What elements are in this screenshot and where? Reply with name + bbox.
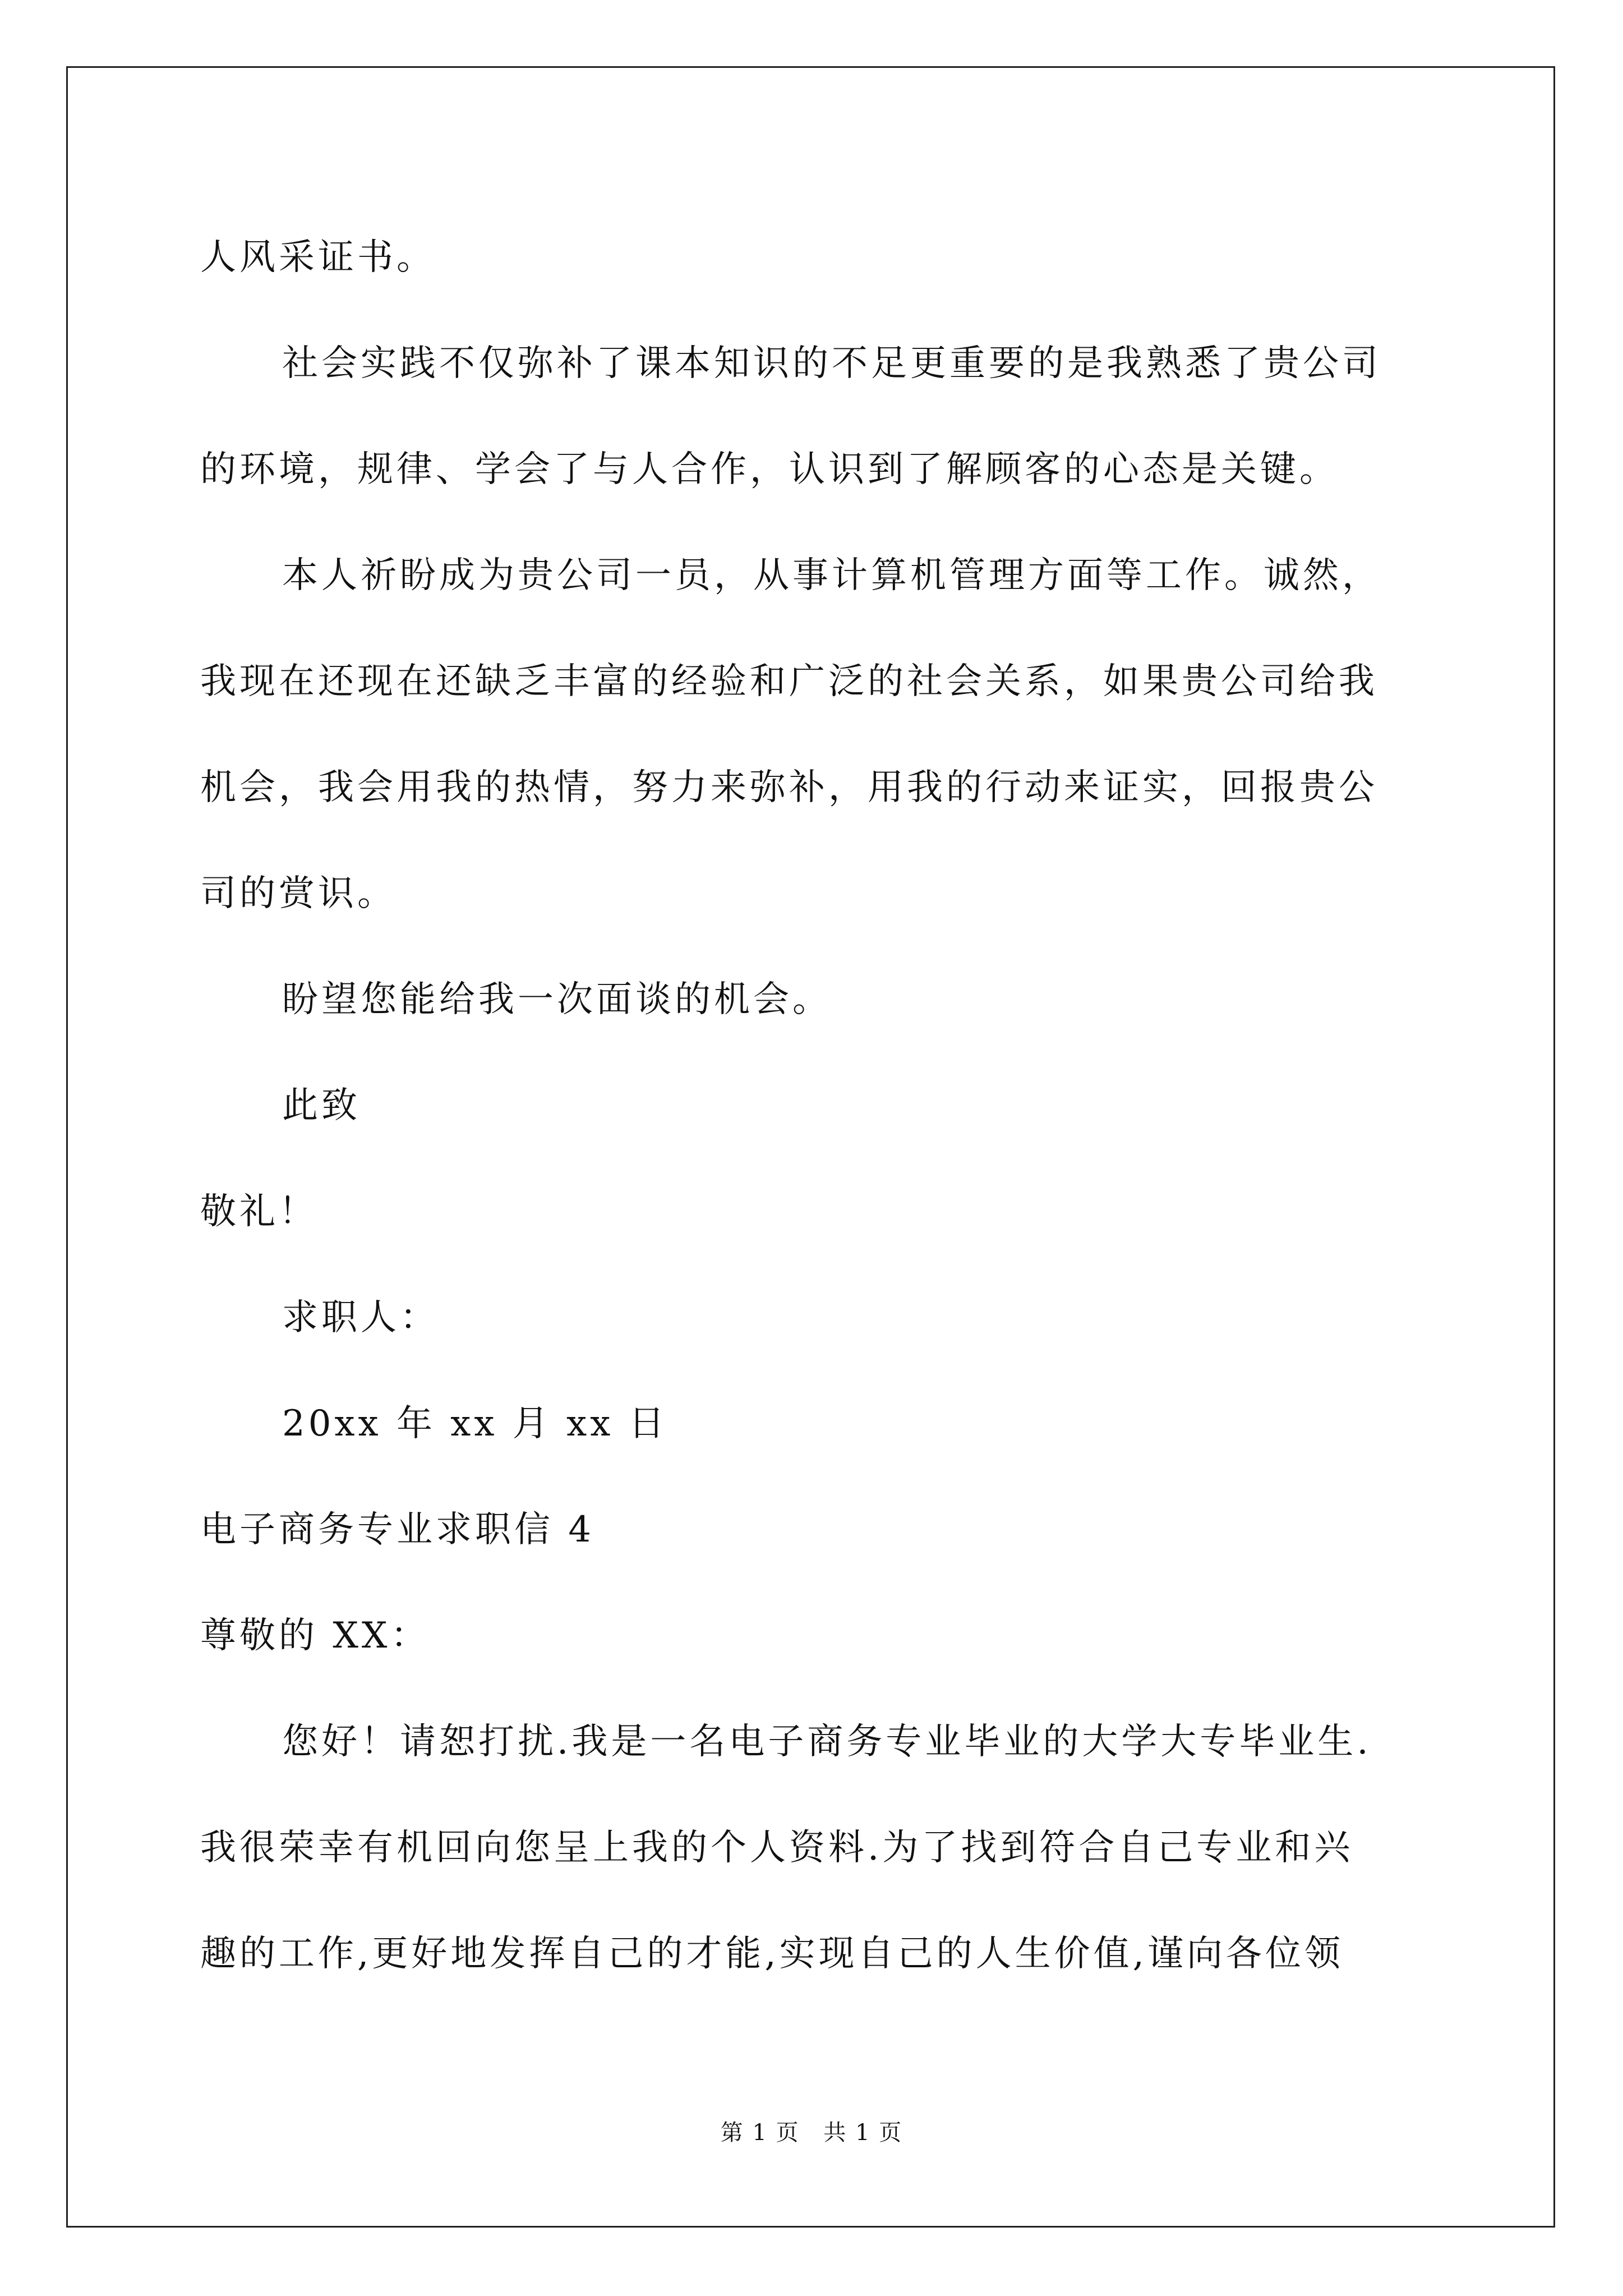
text-line: 我现在还现在还缺乏丰富的经验和广泛的社会关系，如果贵公司给我 (200, 661, 1378, 702)
document-body (200, 205, 1428, 2007)
text-line: 人风采证书。 (200, 237, 436, 278)
paragraph-line: 您好！请恕打扰.我是一名电子商务专业毕业的大学大专毕业生. (282, 1721, 1372, 1763)
paragraph-line: 盼望您能给我一次面谈的机会。 (282, 979, 832, 1020)
salutation-line: 敬礼！ (200, 1191, 318, 1232)
text-line: 趣的工作,更好地发挥自己的才能,实现自己的人生价值,谨向各位领 (200, 1933, 1344, 1975)
paragraph-line: 社会实践不仅弥补了课本知识的不足更重要的是我熟悉了贵公司 (282, 343, 1381, 384)
closing-line: 此致 (282, 1085, 361, 1126)
section-title: 电子商务专业求职信 4 (200, 1509, 595, 1550)
text-line: 我很荣幸有机回向您呈上我的个人资料.为了找到符合自己专业和兴 (200, 1827, 1354, 1869)
page-total: 共 1 页 (823, 2120, 903, 2146)
date-line: 20xx 年 xx 月 xx 日 (282, 1403, 668, 1444)
text-line: 的环境，规律、学会了与人合作，认识到了解顾客的心态是关键。 (200, 449, 1339, 490)
paragraph-line: 本人祈盼成为贵公司一员，从事计算机管理方面等工作。诚然， (282, 555, 1381, 596)
text-line: 机会，我会用我的热情，努力来弥补，用我的行动来证实，回报贵公 (200, 767, 1378, 808)
page-footer (0, 2115, 1623, 2147)
greeting-line: 尊敬的 XX： (200, 1615, 430, 1657)
signature-line: 求职人： (282, 1297, 439, 1338)
text-line: 司的赏识。 (200, 873, 396, 914)
page-number: 第 1 页 (720, 2120, 800, 2146)
